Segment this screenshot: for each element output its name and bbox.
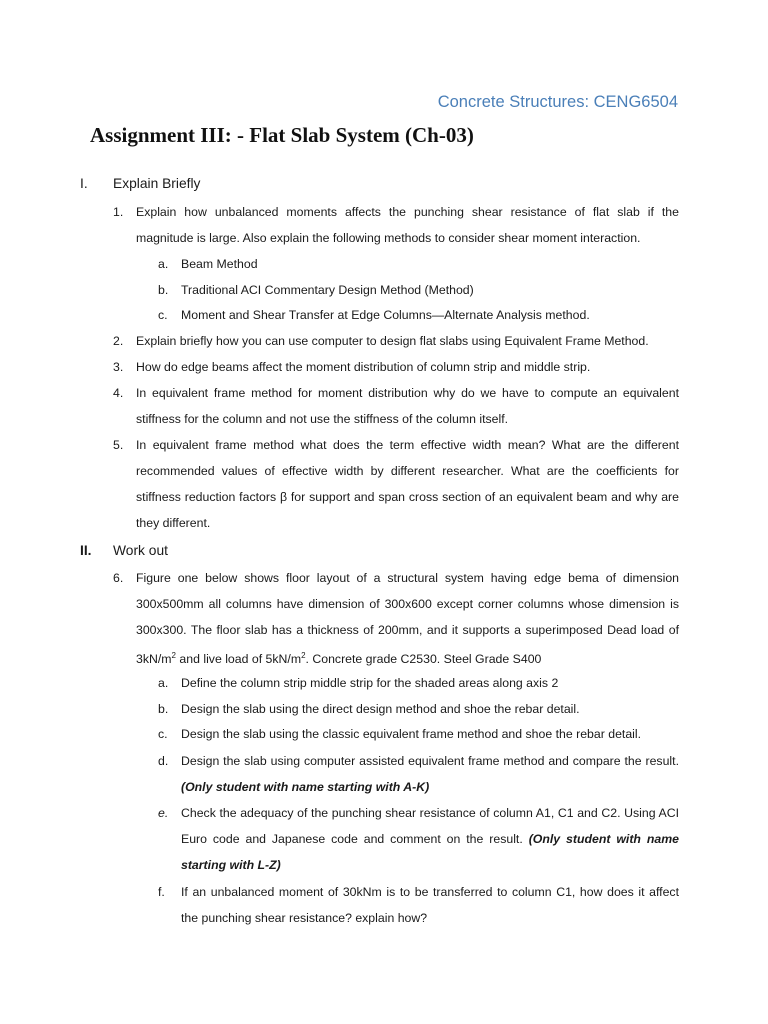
- question-6: [113, 565, 679, 672]
- section-2-roman: II.: [80, 543, 92, 558]
- sub-letter: c.: [158, 727, 168, 741]
- course-header: Concrete Structures: CENG6504: [437, 93, 678, 111]
- sub-letter: b.: [158, 283, 169, 297]
- question-number: 3.: [113, 360, 124, 374]
- question-text-part: and live load of 5kN/m: [175, 652, 302, 667]
- question-2: [113, 328, 679, 354]
- task-a: [158, 670, 679, 696]
- sub-text: [181, 800, 679, 878]
- task-e: [158, 800, 679, 878]
- section-1-roman: I.: [80, 176, 88, 191]
- task-b: [158, 696, 679, 722]
- method-b: [158, 277, 679, 303]
- task-text: If an unbalanced moment of 30kNm is to be transferred to column C1, how does it affect the punching shear resistance? explain how?: [181, 885, 679, 925]
- question-1: [113, 199, 679, 251]
- task-d: [158, 748, 679, 800]
- task-c: [158, 721, 679, 747]
- sub-text: [181, 748, 679, 800]
- method-a: [158, 251, 679, 277]
- section-2-title: Work out: [113, 543, 168, 558]
- question-number: 1.: [113, 205, 124, 219]
- section-1-title: Explain Briefly: [113, 176, 201, 191]
- assignment-title: Assignment III: - Flat Slab System (Ch-03): [90, 123, 474, 147]
- sub-text: Traditional ACI Commentary Design Method (Method): [181, 283, 474, 297]
- sub-letter: f.: [158, 885, 165, 899]
- task-f: [158, 879, 679, 931]
- task-text: Define the column strip middle strip for the shaded areas along axis 2: [181, 676, 559, 690]
- sub-letter: d.: [158, 754, 169, 768]
- task-text: Check the adequacy of the punching shear resistance of column A1, C1 and C2. Using ACI Euro code and Japanese code and comment on the result.: [181, 806, 679, 846]
- question-text: In equivalent frame method what does the term effective width mean? What are the different recommended values of effective width by different researcher. What are the coefficients for stiffness reduction factors β for support and span cross section of an equivalent beam and why are they different.: [136, 438, 679, 530]
- question-text: How do edge beams affect the moment distribution of column strip and middle strip.: [136, 360, 591, 374]
- sub-text: [181, 670, 679, 696]
- question-text-part: Figure one below shows floor layout of a structural system having edge bema of dimension 300x500mm all columns have dimension of 300x600 except corner columns whose dimension is 300x300. The floor slab has a thickness of 200mm, and it supports a superimposed Dead load of 3kN/m: [136, 571, 679, 667]
- question-3: [113, 354, 679, 380]
- sub-text: Beam Method: [181, 257, 258, 271]
- sub-text: [181, 879, 679, 931]
- superscript: 2: [171, 651, 176, 660]
- sub-text: [181, 721, 679, 747]
- sub-letter: e.: [158, 806, 169, 820]
- sub-text: Moment and Shear Transfer at Edge Columns—Alternate Analysis method.: [181, 308, 590, 322]
- question-text: Explain how unbalanced moments affects the punching shear resistance of flat slab if the magnitude is large. Also explain the following methods to consider shear moment interaction.: [136, 205, 679, 245]
- question-4: [113, 380, 679, 432]
- method-c: [158, 302, 679, 328]
- superscript: 2: [301, 651, 306, 660]
- question-number: 6.: [113, 571, 124, 585]
- question-text: Explain briefly how you can use computer to design flat slabs using Equivalent Frame Method.: [136, 334, 649, 348]
- question-5: [113, 432, 679, 536]
- task-text: Design the slab using computer assisted equivalent frame method and compare the result.: [181, 754, 679, 768]
- question-number: 4.: [113, 386, 124, 400]
- task-note: (Only student with name starting with L-Z): [181, 832, 679, 872]
- question-number: 2.: [113, 334, 124, 348]
- sub-letter: c.: [158, 308, 168, 322]
- sub-text: [181, 696, 679, 722]
- task-note: (Only student with name starting with A-K): [181, 780, 430, 794]
- question-text-part: . Concrete grade C2530. Steel Grade S400: [305, 652, 542, 667]
- question-number: 5.: [113, 438, 124, 452]
- task-text: Design the slab using the direct design method and shoe the rebar detail.: [181, 702, 580, 716]
- sub-letter: a.: [158, 257, 169, 271]
- question-text: In equivalent frame method for moment distribution why do we have to compute an equivalent stiffness for the column and not use the stiffness of the column itself.: [136, 386, 679, 426]
- sub-letter: b.: [158, 702, 169, 716]
- task-text: Design the slab using the classic equivalent frame method and shoe the rebar detail.: [181, 727, 642, 741]
- sub-letter: a.: [158, 676, 169, 690]
- question-text: [136, 565, 679, 672]
